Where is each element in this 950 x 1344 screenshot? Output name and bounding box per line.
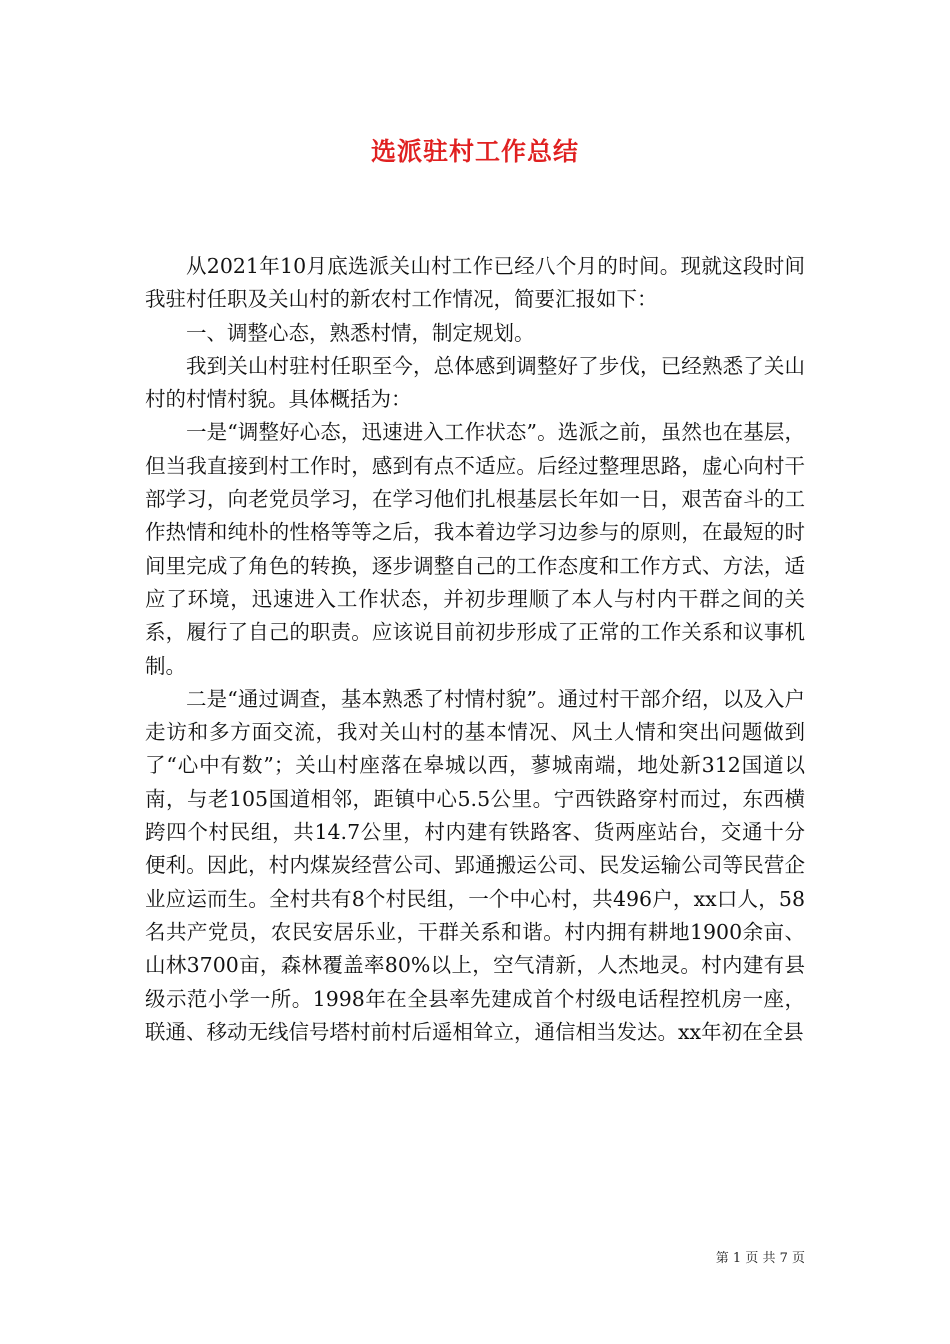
page-number: 第 1 页 共 7 页 [715,1251,805,1266]
paragraph-summary: 我到关山村驻村任职至今，总体感到调整好了步伐，已经熟悉了关山村的村情村貌。具体概括为： [145,353,805,412]
paragraph-point-1: 一是“调整好心态，迅速进入工作状态”。选派之前，虽然也在基层，但当我直接到村工作时，感到有点不适应。后经过整理思路，虚心向村干部学习，向老党员学习，在学习他们扎根基层长年如一日，艰苦奋斗的工作热情和纯朴的性格等等之后，我本着边学习边参与的原则，在最短的时间里完成了角色的转换，逐步调整自己的工作态度和工作方式、方法，适应了环境，迅速进入工作状态，并初步理顺了本人与村内干群之间的关系，履行了自己的职责。应该说目前初步形成了正常的工作关系和议事机制。 [145,420,805,678]
section-heading-1: 一、调整心态，熟悉村情，制定规划。 [186,320,535,345]
document-title: 选派驻村工作总结 [370,137,579,166]
paragraph-point-2: 二是“通过调查，基本熟悉了村情村貌”。通过村干部介绍，以及入户走访和多方面交流，我对关山村的基本情况、风土人情和突出问题做到了“心中有数”；关山村座落在皋城以西，蓼城南端，地处新312国道以南，与老105国道相邻，距镇中心5.5公里。宁西铁路穿村而过，东西横跨四个村民组，共14.7公里，村内建有铁路客、货两座站台，交通十分便利。因此，村内煤炭经营公司、郢通搬运公司、民发运输公司等民营企业应运而生。全村共有8个村民组，一个中心村，共496户，xx口人，58名共产党员，农民安居乐业，干群关系和谐。村内拥有耕地1900余亩、山林3700亩，森林覆盖率80%以上，空气清新，人杰地灵。村内建有县级示范小学一所。1998年在全县率先建成首个村级电话程控机房一座，联通、移动无线信号塔村前村后遥相耸立，通信相当发达。xx年初在全县 [145,686,805,1044]
paragraph-intro: 从2021年10月底选派关山村工作已经八个月的时间。现就这段时间我驻村任职及关山村的新农村工作情况，简要汇报如下： [145,254,805,312]
document-body [145,250,805,1049]
